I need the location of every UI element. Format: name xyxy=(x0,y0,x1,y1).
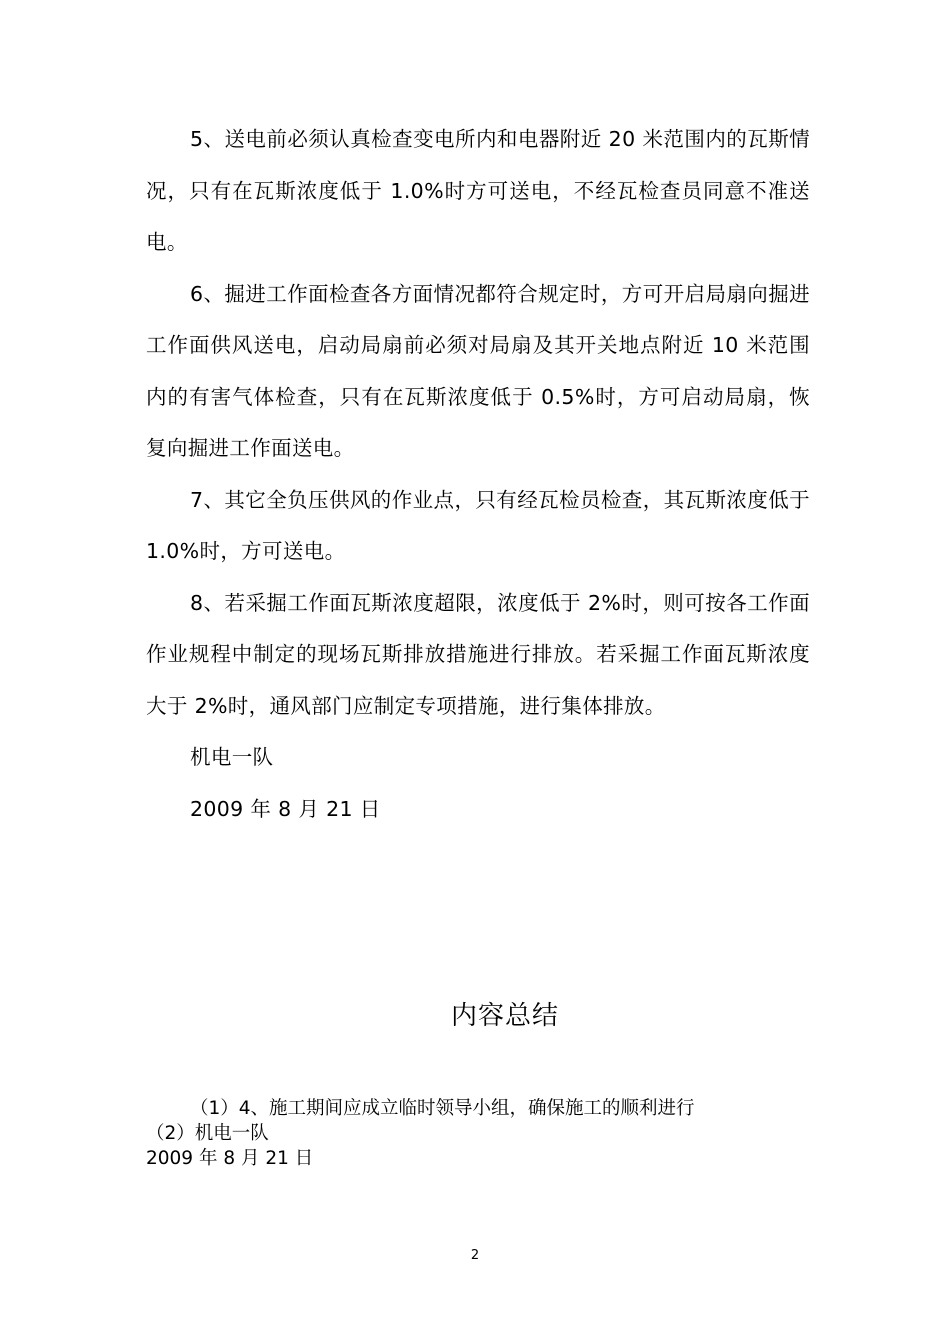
summary-line-2: （2）机电一队 xyxy=(146,1123,269,1144)
summary-line-3: 2009 年 8 月 21 日 xyxy=(146,1148,314,1169)
signature: 机电一队 xyxy=(190,745,274,769)
paragraph-item-6: 6、掘进工作面检查各方面情况都符合规定时，方可开启局扇向掘进工作面供风送电，启动局扇前必须对局扇及其开关地点附近 10 米范围内的有害气体检查，只有在瓦斯浓度低于 0.5%时，方可启动局扇，恢复向掘进工作面送电。 xyxy=(146,281,810,460)
document-body xyxy=(146,114,810,835)
summary-title: 内容总结 xyxy=(450,1001,559,1031)
paragraph-item-8: 8、若采掘工作面瓦斯浓度超限，浓度低于 2%时，则可按各工作面作业规程中制定的现场瓦斯排放措施进行排放。若采掘工作面瓦斯浓度大于 2%时，通风部门应制定专项措施，进行集体排放。 xyxy=(146,590,810,718)
paragraph-item-7: 7、其它全负压供风的作业点，只有经瓦检员检查，其瓦斯浓度低于 1.0%时，方可送电。 xyxy=(146,487,810,563)
date: 2009 年 8 月 21 日 xyxy=(190,796,381,821)
page-number: 2 xyxy=(470,1248,480,1263)
paragraph-item-5: 5、送电前必须认真检查变电所内和电器附近 20 米范围内的瓦斯情况，只有在瓦斯浓度低于 1.0%时方可送电，不经瓦检查员同意不准送电。 xyxy=(146,127,810,254)
summary-body xyxy=(146,1096,826,1171)
summary-line-1: （1）4、施工期间应成立临时领导小组，确保施工的顺利进行 xyxy=(190,1098,695,1119)
